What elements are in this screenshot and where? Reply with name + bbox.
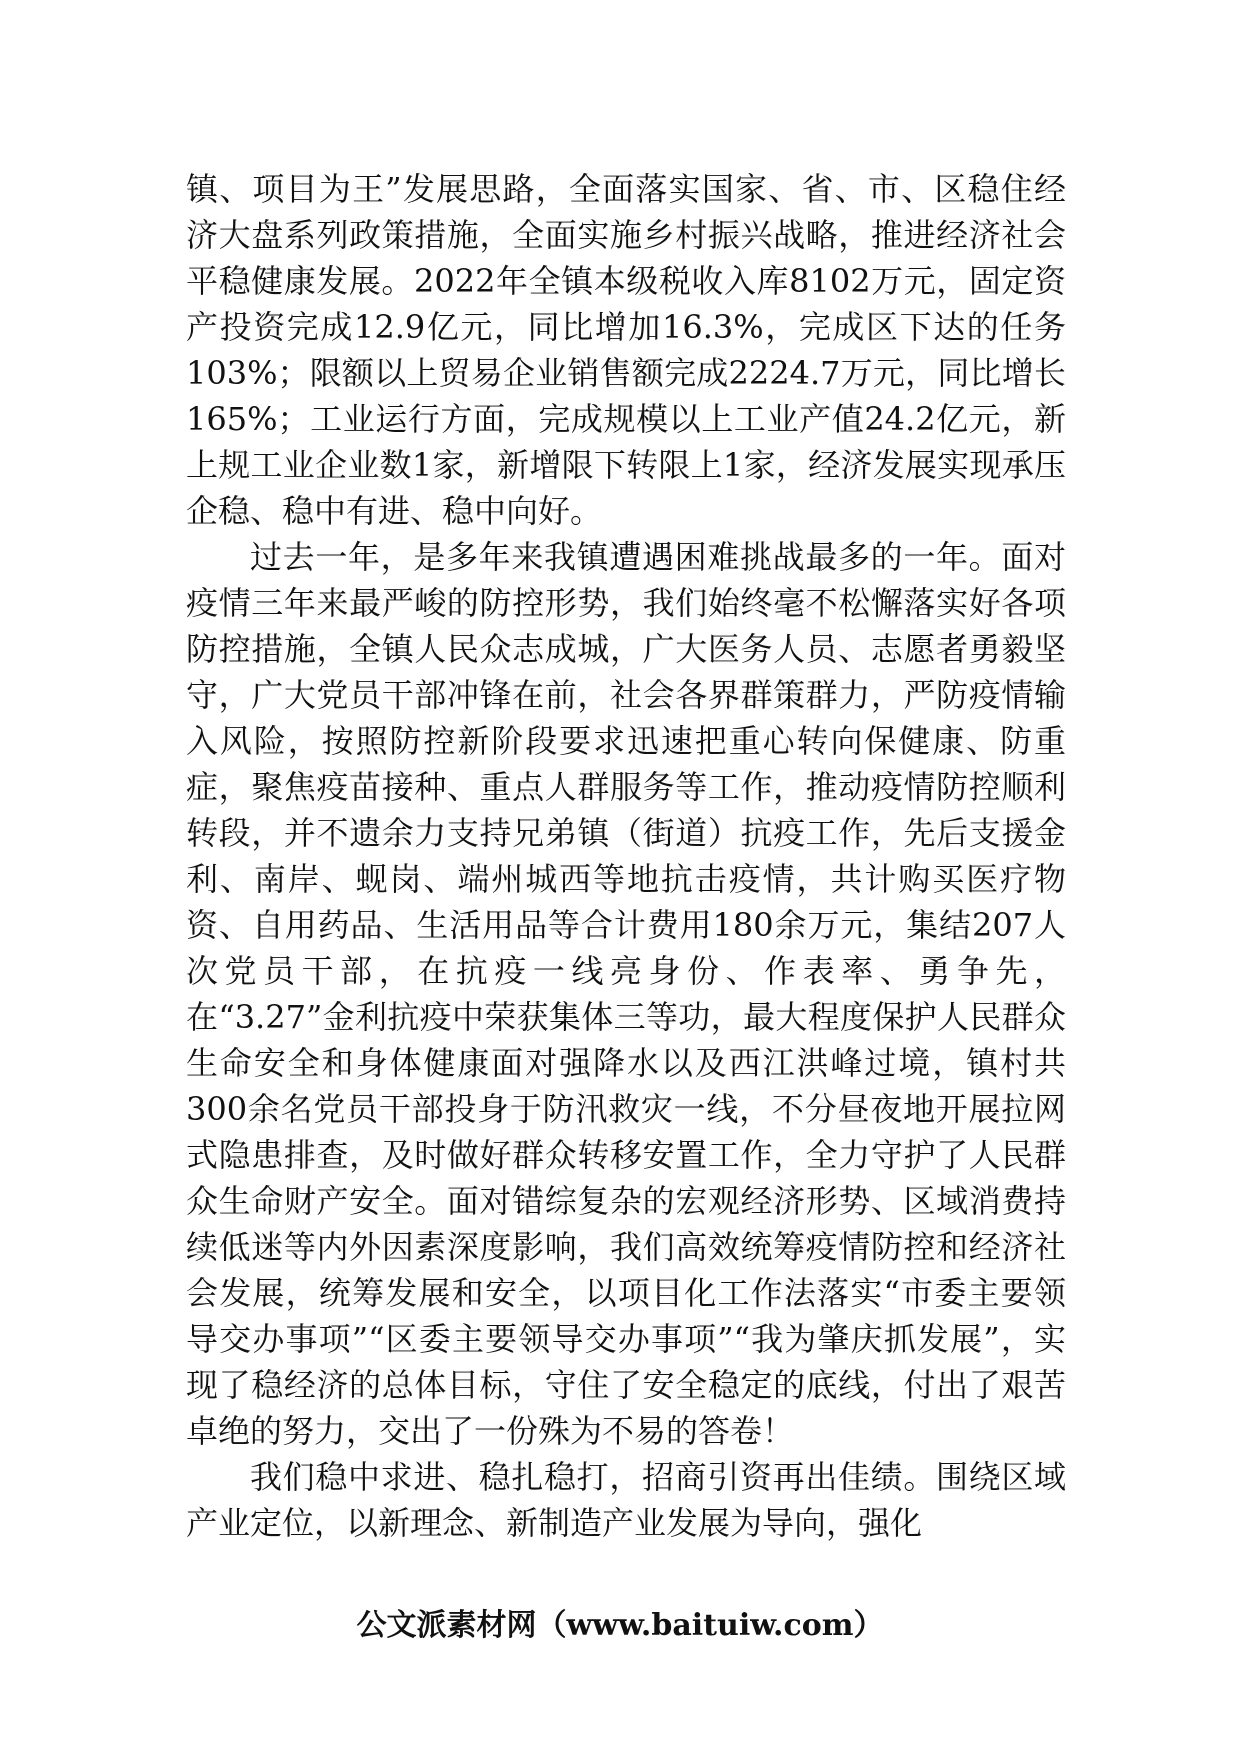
paragraph-1: 镇、项目为王”发展思路，全面落实国家、省、市、区稳住经济大盘系列政策措施，全面实施乡村振兴战略，推进经济社会平稳健康发展。2022年全镇本级税收入库8102万元，固定资产投资完成12.9亿元，同比增加16.3%，完成区下达的任务103%；限额以上贸易企业销售额完成2224.7万元，同比增长165%；工业运行方面，完成规模以上工业产值24.2亿元，新上规工业企业数1家，新增限下转限上1家，经济发展实现承压企稳、稳中有进、稳中向好。: [186, 170, 1066, 530]
document-body: [186, 166, 1066, 1546]
footer-watermark-text: 公文派素材网（www.baituiw.com）: [356, 1608, 884, 1643]
paragraph-3: 我们稳中求进、稳扎稳打，招商引资再出佳绩。围绕区域产业定位，以新理念、新制造产业发展为导向，强化: [186, 1458, 1066, 1542]
paragraph-2: 过去一年，是多年来我镇遭遇困难挑战最多的一年。面对疫情三年来最严峻的防控形势，我们始终毫不松懈落实好各项防控措施，全镇人民众志成城，广大医务人员、志愿者勇毅坚守，广大党员干部冲锋在前，社会各界群策群力，严防疫情输入风险，按照防控新阶段要求迅速把重心转向保健康、防重症，聚焦疫苗接种、重点人群服务等工作，推动疫情防控顺利转段，并不遗余力支持兄弟镇（街道）抗疫工作，先后支援金利、南岸、蚬岗、端州城西等地抗击疫情，共计购买医疗物资、自用药品、生活用品等合计费用180余万元，集结207人次党员干部，在抗疫一线亮身份、作表率、勇争先，在“3.27”金利抗疫中荣获集体三等功，最大程度保护人民群众生命安全和身体健康面对强降水以及西江洪峰过境，镇村共300余名党员干部投身于防汛救灾一线，不分昼夜地开展拉网式隐患排查，及时做好群众转移安置工作，全力守护了人民群众生命财产安全。面对错综复杂的宏观经济形势、区域消费持续低迷等内外因素深度影响，我们高效统筹疫情防控和经济社会发展，统筹发展和安全，以项目化工作法落实“市委主要领导交办事项”“区委主要领导交办事项”“我为肇庆抓发展”，实现了稳经济的总体目标，守住了安全稳定的底线，付出了艰苦卓绝的努力，交出了一份殊为不易的答卷！: [186, 538, 1066, 1450]
